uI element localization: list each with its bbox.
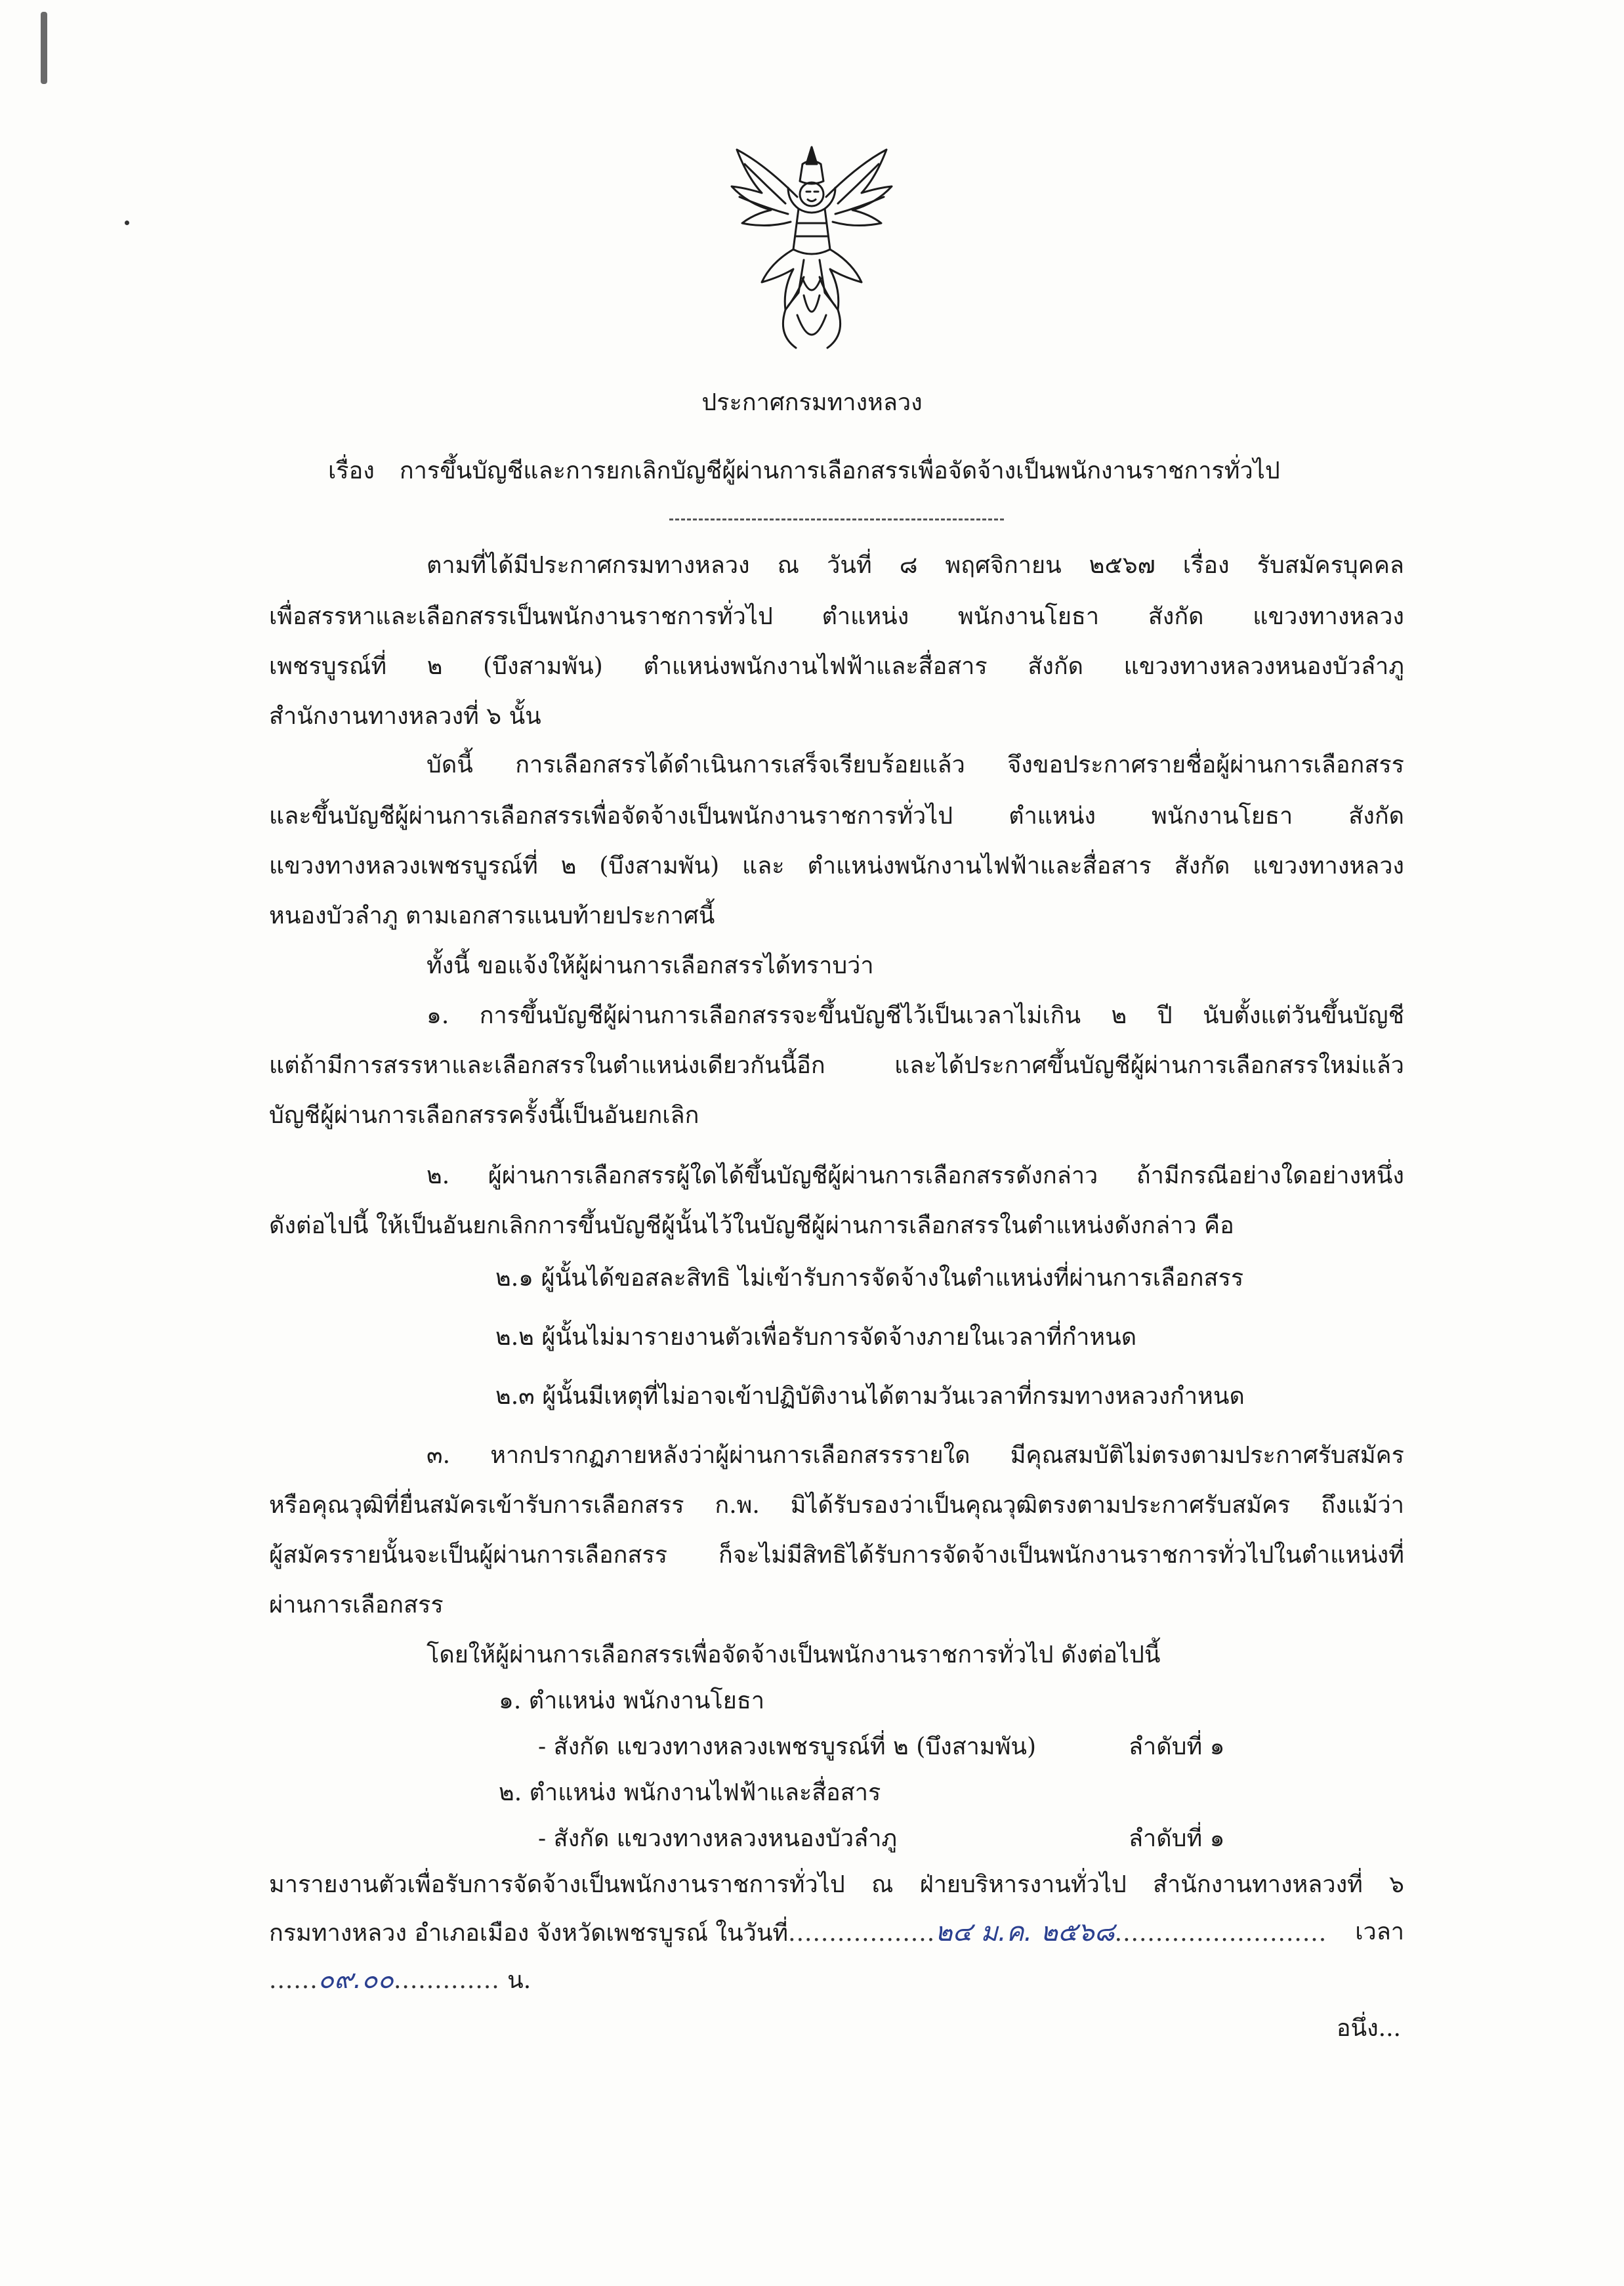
item3-line: ๓. หากปรากฏภายหลังว่าผู้ผ่านการเลือกสรรรายใด มีคุณสมบัติไม่ตรงตามประกาศรับสมัคร [427, 1442, 1404, 1469]
para1-line: เพชรบูรณ์ที่ ๒ (บึงสามพัน) ตำแหน่งพนักงานไฟฟ้าและสื่อสาร สังกัด แขวงทางหลวงหนองบัวลำภู [269, 653, 1404, 680]
item3-line: หรือคุณวุฒิที่ยื่นสมัครเข้ารับการเลือกสรร ก.พ. มิได้รับรองว่าเป็นคุณวุฒิตรงตามประกาศรับสมัคร ถึงแม้ว่า [269, 1492, 1404, 1519]
item1-line: แต่ถ้ามีการสรรหาและเลือกสรรในตำแหน่งเดียวกันนี้อีก และได้ประกาศขึ้นบัญชีผู้ผ่านการเลือกสรรใหม่แล้ว [269, 1052, 1404, 1079]
subject-text: การขึ้นบัญชีและการยกเลิกบัญชีผู้ผ่านการเลือกสรรเพื่อจัดจ้างเป็นพนักงานราชการทั่วไป [399, 457, 1280, 484]
position-title: ๒. ตำแหน่ง พนักงานไฟฟ้าและสื่อสาร [499, 1779, 881, 1806]
position-order: ลำดับที่ ๑ [1129, 1825, 1225, 1852]
positions-intro: โดยให้ผู้ผ่านการเลือกสรรเพื่อจัดจ้างเป็นพนักงานราชการทั่วไป ดังต่อไปนี้ [427, 1641, 1161, 1668]
position-order: ลำดับที่ ๑ [1129, 1733, 1225, 1760]
item2-line: ดังต่อไปนี้ ให้เป็นอันยกเลิกการขึ้นบัญชีผู้นั้นไว้ในบัญชีผู้ผ่านการเลือกสรรในตำแหน่งดังกล่าว คือ [269, 1212, 1234, 1239]
item2-sub-3: ๒.๓ ผู้นั้นมีเหตุที่ไม่อาจเข้าปฏิบัติงานได้ตามวันเวลาที่กรมทางหลวงกำหนด [495, 1383, 1245, 1410]
date-fill-dots: .......................... [1114, 1920, 1327, 1947]
para1-line: เพื่อสรรหาและเลือกสรรเป็นพนักงานราชการทั่วไป ตำแหน่ง พนักงานโยธา สังกัด แขวงทางหลวง [269, 603, 1404, 630]
scan-speck [125, 221, 129, 225]
report-line-3 [269, 1962, 531, 1998]
report-line-2-prefix: กรมทางหลวง อำเภอเมือง จังหวัดเพชรบูรณ์ ในวันที่ [269, 1920, 789, 1947]
report-line-1: มารายงานตัวเพื่อรับการจัดจ้างเป็นพนักงานราชการทั่วไป ณ ฝ่ายบริหารงานทั่วไป สำนักงานทางหลวงที่ ๖ [269, 1871, 1404, 1898]
item1-line: ๑. การขึ้นบัญชีผู้ผ่านการเลือกสรรจะขึ้นบัญชีไว้เป็นเวลาไม่เกิน ๒ ปี นับตั้งแต่วันขึ้นบัญชี [427, 1002, 1404, 1029]
dashed-divider [669, 519, 1004, 520]
item1-line: บัญชีผู้ผ่านการเลือกสรรครั้งนี้เป็นอันยกเลิก [269, 1102, 699, 1129]
para2-line: บัดนี้ การเลือกสรรได้ดำเนินการเสร็จเรียบร้อยแล้ว จึงขอประกาศรายชื่อผู้ผ่านการเลือกสรร [427, 751, 1404, 778]
para1-line: ตามที่ได้มีประกาศกรมทางหลวง ณ วันที่ ๘ พฤศจิกายน ๒๕๖๗ เรื่อง รับสมัครบุคคล [427, 552, 1404, 579]
subject-label: เรื่อง [328, 457, 375, 484]
para3-line: ทั้งนี้ ขอแจ้งให้ผู้ผ่านการเลือกสรรได้ทราบว่า [427, 952, 874, 979]
scan-speck [41, 12, 47, 84]
time-fill-dots: ............. [393, 1967, 500, 1994]
garuda-emblem-icon [725, 138, 899, 361]
position-title: ๑. ตำแหน่ง พนักงานโยธา [499, 1687, 765, 1714]
item2-sub-1: ๒.๑ ผู้นั้นได้ขอสละสิทธิ ไม่เข้ารับการจัดจ้างในตำแหน่งที่ผ่านการเลือกสรร [495, 1265, 1244, 1292]
time-label: เวลา [1355, 1918, 1404, 1945]
para2-line: และขึ้นบัญชีผู้ผ่านการเลือกสรรเพื่อจัดจ้างเป็นพนักงานราชการทั่วไป ตำแหน่ง พนักงานโยธา สังกัด [269, 803, 1404, 830]
subject-line [328, 454, 1411, 488]
para1-line: สำนักงานทางหลวงที่ ๖ นั้น [269, 703, 541, 730]
announcement-title: ประกาศกรมทางหลวง [701, 389, 923, 416]
handwritten-date: ๒๔ ม.ค. ๒๕๖๘ [935, 1917, 1115, 1947]
para2-line: หนองบัวลำภู ตามเอกสารแนบท้ายประกาศนี้ [269, 902, 715, 929]
date-fill-dots: .................. [788, 1920, 936, 1947]
item2-sub-2: ๒.๒ ผู้นั้นไม่มารายงานตัวเพื่อรับการจัดจ้างภายในเวลาที่กำหนด [495, 1324, 1137, 1351]
position-unit: - สังกัด แขวงทางหลวงเพชรบูรณ์ที่ ๒ (บึงสามพัน) [538, 1733, 1037, 1760]
position-unit: - สังกัด แขวงทางหลวงหนองบัวลำภู [538, 1825, 898, 1852]
item2-line: ๒. ผู้ผ่านการเลือกสรรผู้ใดได้ขึ้นบัญชีผู้ผ่านการเลือกสรรดังกล่าว ถ้ามีกรณีอย่างใดอย่างหนึ่ง [427, 1162, 1404, 1189]
time-fill-dots: ...... [269, 1967, 318, 1994]
report-line-2 [269, 1915, 1404, 1951]
para2-line: แขวงทางหลวงเพชรบูรณ์ที่ ๒ (บึงสามพัน) และ ตำแหน่งพนักงานไฟฟ้าและสื่อสาร สังกัด แขวงทางหลวง [269, 853, 1404, 879]
time-suffix: น. [507, 1967, 531, 1994]
item3-line: ผู้สมัครรายนั้นจะเป็นผู้ผ่านการเลือกสรร ก็จะไม่มีสิทธิได้รับการจัดจ้างเป็นพนักงานราชการทั่วไปในตำแหน่งที่ [269, 1542, 1404, 1569]
continued-marker: อนึ่ง... [1336, 2015, 1401, 2042]
handwritten-time: ๐๙.๐๐ [318, 1964, 394, 1995]
item3-line: ผ่านการเลือกสรร [269, 1592, 444, 1619]
